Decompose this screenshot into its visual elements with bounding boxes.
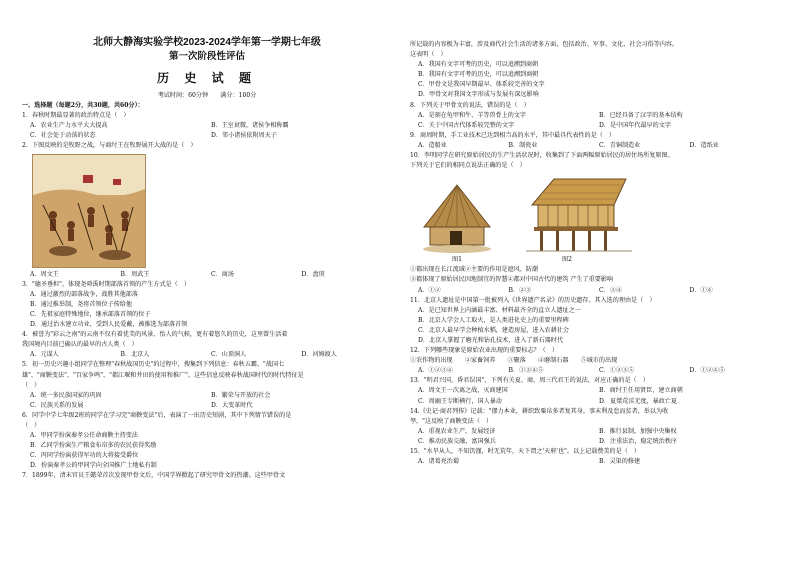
q5-option-a: A．统一多民族国家的巩固 (30, 391, 102, 399)
left-column (22, 0, 392, 565)
q5-stem-2: 雄"、"商鞅变法"、"百家争鸣"、"都江堰和井田的使用和推广"。这些信息反映春秋战国时代的时代特征是 (22, 371, 304, 379)
q13-option-d: D．夏桀荒淫无度，暴政亡夏 (599, 397, 678, 405)
q5-option-c: C．民族关系的发展 (30, 401, 84, 409)
q7-stem-1: 7．1899年，清末官员王懿荣首次发现甲骨文后，中国学界掀起了研究甲骨文的热潮。这些甲骨文 (22, 472, 286, 480)
q13-options-ab (410, 386, 780, 396)
q13-option-c: C．周幽王专断横行，国人暴动 (418, 397, 502, 405)
q13-option-a: A．周文王一次离之战，灭商建国 (418, 387, 508, 395)
q4-options (22, 350, 392, 360)
q4-stem-1: 4．被誉为"彩云之南"的云南不仅有着优美的风景、怡人的气候，更有着悠久的历史，这里曾生活着 (22, 331, 288, 339)
q7-stem-3: 这表明（ ） (410, 51, 447, 59)
q8-option-a: A．是刻在龟甲和牛、羊等兽骨上的文字 (418, 111, 526, 119)
q6-option-a: A．甲同学扮演秦孝公任命商鞅主持变法 (30, 432, 138, 440)
q4-option-a: A．元谋人 (30, 351, 59, 359)
q12-option-a: A．①②③④ (418, 367, 453, 375)
q2-option-b: B．周武王 (120, 270, 150, 278)
q9-option-b: B．制瓷业 (508, 141, 538, 149)
q1-option-c: C．社会处于动荡的状态 (30, 132, 96, 140)
q12-option-c: C．①②③⑤ (599, 367, 635, 375)
muye-battle-image (32, 154, 146, 268)
q10-option-d: D．①④ (689, 286, 713, 294)
q12-stem: 12．下列哪些现象是原始农业出现的重要标志？（ ） (410, 347, 558, 355)
q8-option-b: B．已经具备了汉字的基本结构 (599, 111, 683, 119)
q8-options-ab (410, 111, 780, 121)
q14-option-c: C．推动民族交融，富国强兵 (418, 437, 496, 445)
q5-stem-1: 5．初一历史兴趣小组同学在整理"春秋战国历史"的过程中，搜集到下列信息：春秋五霸、"战国七 (22, 361, 285, 369)
q13-stem: 13．"明君兴国，昏君误国"，下列有关夏、商、周三代君王的说法，对应正确的是（ ） (410, 377, 649, 385)
q1-stem: 1．春秋时期最显著的政治特点是（ ） (22, 112, 130, 120)
q9-option-a: A．造船业 (418, 141, 447, 149)
q9-option-d: D．造纸业 (689, 141, 719, 149)
q7-option-c: C．甲骨文是我国早期最早、体系较完善的文字 (418, 81, 545, 89)
q11-option-a: A．是已知世界上内涵最丰富、材料最齐全的直立人遗址之一 (418, 306, 581, 314)
q14-options-ab (410, 427, 780, 437)
q10-option-a: A．①② (418, 286, 441, 294)
q10-stem-2: 下列关于它们的相同点说法正确的是（ ） (410, 162, 526, 170)
q1-option-b: B．王室衰微，诸侯争相称霸 (211, 122, 289, 130)
q2-option-a: A．周文王 (30, 270, 59, 278)
q7-option-a: A．我国有文字可考的历史，可以追溯到商朝 (418, 61, 539, 69)
q4-option-c: C．山顶洞人 (211, 351, 247, 359)
q2-options (22, 270, 392, 280)
dwelling-figures (420, 175, 780, 255)
q6-option-c: C．丙同学扮演获得军功的大将接受爵位 (30, 452, 139, 460)
q4-option-b: B．北京人 (120, 351, 150, 359)
q2-option-c: C．商汤 (211, 270, 234, 278)
figure-captions (452, 255, 780, 265)
q13-option-b: B．商纣王任用贤臣，建立商朝 (599, 387, 683, 395)
q15-stem: 15．"水旱从人，不知饥馑，时无荒年，天下谓之'天府'也"。以上记载赞美的是（ ） (410, 448, 640, 455)
q6-stem-2: （ ） (22, 421, 41, 429)
q11-stem: 11．北京人遗址是中国第一批被列入《世界遗产名录》的历史遗存。其入选的理由是（ ） (410, 296, 656, 304)
q14-option-d: D．注重法治，稳定统治秩序 (599, 437, 678, 445)
q8-option-d: D．是中国年代最早的文字 (599, 121, 671, 129)
q5-option-b: B．繁荣与开放的社会 (211, 391, 271, 399)
q12-options (410, 366, 780, 376)
q1-option-d: D．邻小诸侯依附周天子 (211, 132, 277, 140)
q10-options (410, 286, 780, 296)
q9-option-c: C．青铜制造业 (599, 141, 641, 149)
exam-meta: 考试时间：60分钟 满分：100分 (157, 92, 257, 99)
hemudu-house-image (524, 175, 634, 255)
q5-stem-3: （ ） (22, 381, 41, 389)
figure-2-caption: 图2 (561, 256, 572, 264)
q7-stem-2: 所记载的内容极为丰富，涉及商代社会生活的诸多方面，包括政治、军事、文化、社会习俗等内容。 (410, 41, 679, 48)
q1-options-cd (22, 131, 392, 141)
q15-option-b: B．灵渠的修建 (599, 458, 641, 466)
right-column (410, 0, 780, 565)
q8-option-c: C．关于中国古代体系较完整的文字 (418, 121, 515, 129)
q13-options-cd (410, 397, 780, 407)
q11-option-b: B．北京人学会人工取火，是人类进化史上的重要里程碑 (418, 316, 569, 324)
q1-option-a: A．农业生产力水平大大提高 (30, 122, 108, 130)
q2-stem: 2．下图反映的是牧野之战，与商纣王在牧野展开大战的是（ ） (22, 142, 197, 150)
school-title: 北师大静海实验学校2023-2024学年第一学期七年级 (93, 37, 321, 48)
q10-stem-1: 10．李明同学在研究原始居民的生产生活状况时，收集到了下面两幅原始居民的居住场所复原图。 (410, 152, 674, 160)
q11-option-d: D．北京人掌握了磨光和钻孔技术，进入了新石器时代 (418, 336, 564, 344)
q4-option-d: D．河姆渡人 (301, 351, 337, 359)
q14-options-cd (410, 437, 780, 447)
q6-option-b: B．乙同学扮演生产粮食布帛多的农民获得奖励 (30, 442, 157, 450)
q11-option-c: C．北京人最早学会种植水稻，建造房屋，进入农耕社会 (418, 326, 569, 334)
q9-stem: 9．商周时期，手工业技术已达到相当高的水平，其中最具代表性的是（ ） (410, 131, 615, 139)
q10-statement-1: ①都出现在长江流域②主要的作用是遮风、防潮 (410, 266, 538, 274)
q3-option-d: D．通过治水建立功业，受到人民爱戴，被推选为部落首领 (30, 321, 188, 329)
q15-option-a: A．诸葛亮治蜀 (418, 458, 459, 466)
q14-stem-2: 孥。"这反映了商鞅变法（ ） (410, 417, 493, 425)
q3-stem: 3．"德圣垂担"，体现尧舜禹时期部落首领的产生方式是（ ） (22, 280, 190, 288)
q8-stem: 8．下列关于甲骨文的说法，错误的是（ ） (410, 101, 530, 109)
q9-options (410, 141, 780, 151)
q3-option-b: B．通过推举制，尧将首领位子传给他 (30, 300, 132, 308)
q10-option-b: B．②③ (508, 286, 532, 294)
q6-option-d: D．扮演秦孝公的甲同学向全国推广土地私有制 (30, 462, 157, 470)
q10-statement-2: ③都体现了原始居民因地制宜的智慧④都对中国古代的建筑 产生了重要影响 (410, 276, 614, 284)
q5-options-ab (22, 391, 392, 401)
q3-option-c: C．先祖家庭特殊地位，继承部落首领的位子 (30, 310, 151, 318)
q14-option-b: B．推行县制，加强中央集权 (599, 427, 677, 435)
q12-option-d: D．①②④⑤ (689, 367, 725, 375)
q15-options-ab (410, 457, 780, 467)
q5-options-cd (22, 401, 392, 411)
banpo-house-image (420, 181, 494, 255)
q7-option-b: B．我国有文字可考的历史，可以追溯到商朝 (418, 71, 539, 79)
q7-option-d: D．甲骨文对我国文字形成与发展有深远影响 (418, 91, 539, 99)
q5-option-d: D．大变革时代 (211, 401, 253, 409)
q10-option-c: C．③④ (599, 286, 622, 294)
q1-options-ab (22, 121, 392, 131)
q14-option-a: A．重视农业生产，发展经济 (418, 427, 496, 435)
q12-option-b: B．①③④⑤ (508, 367, 544, 375)
exam-title: 第一次阶段性评估 (168, 51, 245, 62)
q2-option-d: D．盘庚 (301, 270, 325, 278)
battle-illustration (33, 155, 145, 267)
section-heading: 一、选择题（每题2分，共30题，共60分）： (22, 102, 144, 110)
subject-title: 历 史 试 题 (156, 71, 257, 85)
q8-options-cd (410, 121, 780, 131)
q12-statements: ①农作物的出现 ②家畜饲养 ③聚落 ④磨制石器 ⑤城市的出现 (410, 357, 618, 365)
q14-stem-1: 14.《史记·商君列传》记载："僇力本业，耕织致粟帛多者复其身。事末利及怠而贫者，举以为收 (410, 407, 669, 415)
figure-1-caption: 图1 (452, 256, 462, 264)
q4-stem-2: 我国境内目前已确认的最早的古人类（ ） (22, 341, 138, 349)
q3-option-a: A．通过激烈的部落战争，战胜其他部落 (30, 290, 138, 298)
q6-stem-1: 6．同学中学七年级2班的同学在学习完"商鞅变法"后，表演了一出历史短剧，其中下列情节错误的是 (22, 411, 292, 419)
